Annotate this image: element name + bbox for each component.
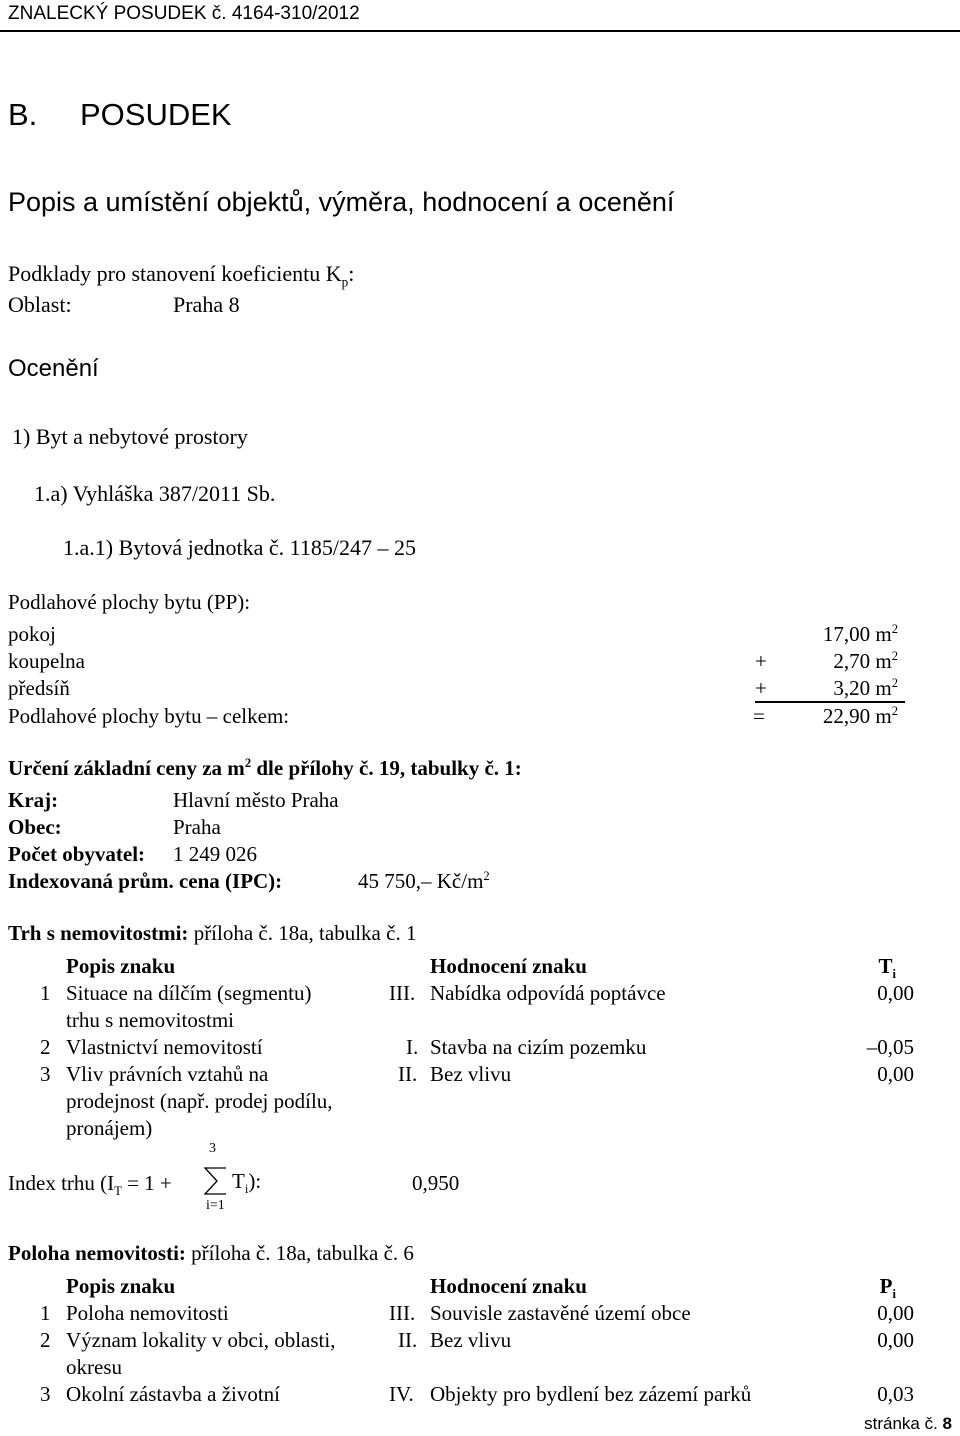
floor-areas-title: Podlahové plochy bytu (PP): (8, 590, 251, 614)
market-row-desc: Situace na dílčím (segmentu) (66, 981, 312, 1005)
main-title: Popis a umístění objektů, výměra, hodnocení a ocenění (8, 187, 675, 217)
location-col-popis: Popis znaku (66, 1274, 176, 1298)
sum-icon (203, 1166, 229, 1196)
population-label: Počet obyvatel: (8, 842, 146, 866)
page-number: stránka č. 8 (864, 1414, 952, 1433)
location-row-desc: okresu (66, 1355, 122, 1379)
floor-row-label: pokoj (8, 622, 56, 646)
location-row-desc: Poloha nemovitosti (66, 1301, 229, 1325)
market-row-value: 0,00 (877, 1062, 914, 1086)
market-row-roman: II. (398, 1062, 418, 1086)
section-title: POSUDEK (80, 97, 232, 132)
location-row-roman: III. (389, 1301, 416, 1325)
location-row-rating: Objekty pro bydlení bez zázemí parků (430, 1382, 752, 1406)
market-row-roman: III. (389, 981, 416, 1005)
population-value: 1 249 026 (173, 842, 257, 866)
floor-total-operator: = (753, 704, 765, 728)
market-index-ti: $T_i$): (232, 1169, 262, 1197)
valuation-title: Ocenění (8, 355, 99, 382)
document-header: ZNALECKÝ POSUDEK č. 4164-310/2012 (8, 3, 360, 24)
market-col-popis: Popis znaku (66, 954, 176, 978)
item-level-3: 1.a.1) Bytová jednotka č. 1185/247 – 25 (63, 535, 416, 560)
floor-total-label: Podlahové plochy bytu – celkem: (8, 704, 290, 728)
ipc-value: 45 750,– $Kč/m^2$ (358, 869, 490, 893)
market-row-rating: Stavba na cizím pozemku (430, 1035, 647, 1059)
market-index-value: 0,950 (412, 1171, 460, 1195)
market-row-value: –0,05 (866, 1035, 914, 1059)
location-col-p: $P_i$ (879, 1274, 896, 1302)
base-price-title: Určení základní ceny za $m^2$ dle přílohy č. 19, tabulky č. 1: (8, 756, 522, 780)
sum-lower-limit: i=1 (206, 1198, 225, 1213)
area-label: Oblast: (8, 292, 72, 317)
market-index-label: Index trhu ($I_T = 1$ + (8, 1171, 172, 1199)
market-col-t: $T_i$ (878, 954, 896, 982)
location-row-number: 3 (40, 1382, 51, 1406)
location-row-value: 0,00 (877, 1328, 914, 1352)
location-title: Poloha nemovitosti: příloha č. 18a, tabulka č. 6 (8, 1241, 414, 1265)
ipc-label: Indexovaná prům. cena (IPC): (8, 869, 283, 893)
kraj-value: Hlavní město Praha (173, 788, 339, 812)
floor-row-label: koupelna (8, 649, 85, 673)
location-row-roman: IV. (389, 1382, 414, 1406)
floor-row-value: 3,20 $m^2$ (833, 676, 898, 700)
market-row-desc: prodejnost (např. prodej podílu, (66, 1089, 333, 1113)
header-rule (0, 30, 960, 32)
kraj-label: Kraj: (8, 788, 59, 812)
market-row-rating: Bez vlivu (430, 1062, 512, 1086)
floor-row-value: 17,00 $m^2$ (822, 622, 898, 646)
section-letter: B. (8, 97, 38, 132)
market-row-desc: pronájem) (66, 1116, 153, 1140)
location-row-desc: Význam lokality v obci, oblasti, (66, 1328, 336, 1352)
market-col-hodnoceni: Hodnocení znaku (430, 954, 587, 978)
location-row-roman: II. (398, 1328, 418, 1352)
location-row-desc: Okolní zástavba a životní (66, 1382, 281, 1406)
floor-row-value: 2,70 $m^2$ (833, 649, 898, 673)
location-col-hodnoceni: Hodnocení znaku (430, 1274, 587, 1298)
market-title: Trh s nemovitostmi: příloha č. 18a, tabulka č. 1 (8, 921, 417, 945)
floor-row-operator: + (755, 649, 767, 673)
floor-row-operator: + (755, 676, 767, 700)
obec-value: Praha (173, 815, 221, 839)
market-row-desc: Vliv právních vztahů na (66, 1062, 269, 1086)
market-row-number: 1 (40, 981, 51, 1005)
location-row-value: 0,03 (877, 1382, 914, 1406)
location-row-rating: Souvisle zastavěné území obce (430, 1301, 691, 1325)
location-row-value: 0,00 (877, 1301, 914, 1325)
market-row-desc: Vlastnictví nemovitostí (66, 1035, 263, 1059)
market-row-desc: trhu s nemovitostmi (66, 1008, 234, 1032)
sum-upper-limit: 3 (209, 1141, 216, 1156)
obec-label: Obec: (8, 815, 62, 839)
item-level-1: 1) Byt a nebytové prostory (12, 424, 248, 449)
floor-row-label: předsíň (8, 676, 70, 700)
market-row-value: 0,00 (877, 981, 914, 1005)
location-row-rating: Bez vlivu (430, 1328, 512, 1352)
location-row-number: 2 (40, 1328, 51, 1352)
sum-rule (755, 701, 905, 703)
kp-heading: Podklady pro stanovení koeficientu $K_p$: (8, 261, 355, 290)
location-row-number: 1 (40, 1301, 51, 1325)
market-row-roman: I. (406, 1035, 419, 1059)
market-row-number: 3 (40, 1062, 51, 1086)
market-row-number: 2 (40, 1035, 51, 1059)
floor-total-value: 22,90 $m^2$ (822, 704, 898, 728)
market-row-rating: Nabídka odpovídá poptávce (430, 981, 666, 1005)
item-level-2: 1.a) Vyhláška 387/2011 Sb. (34, 481, 276, 506)
area-value: Praha 8 (173, 292, 240, 317)
